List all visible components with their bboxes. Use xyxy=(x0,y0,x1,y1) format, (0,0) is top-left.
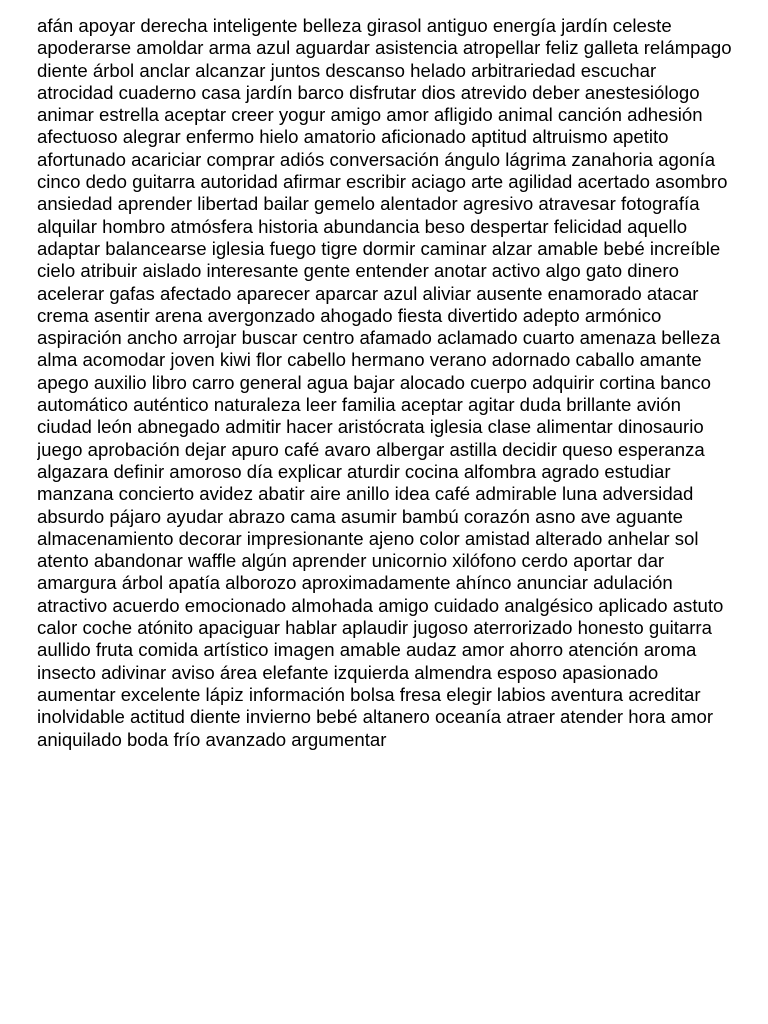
text-line-7: afortunado acariciar comprar adiós conversación ángulo lágrima zanahoria agonía xyxy=(37,148,716,170)
text-line-27: atractivo acuerdo emocionado almohada amigo cuidado analgésico aplicado astuto xyxy=(37,594,724,616)
text-line-25: atento abandonar waffle algún aprender unicornio xilófono cerdo aportar dar xyxy=(37,550,665,572)
text-line-4: atrocidad cuaderno casa jardín barco disfrutar dios atrevido deber anestesiólogo xyxy=(37,81,700,103)
text-line-16: alma acomodar joven kiwi flor cabello hermano verano adornado caballo amante xyxy=(37,349,702,371)
text-line-19: ciudad león abnegado admitir hacer aristócrata iglesia clase alimentar dinosaurio xyxy=(37,416,704,438)
text-line-33: aniquilado boda frío avanzado argumentar xyxy=(37,728,387,750)
text-line-1: afán apoyar derecha inteligente belleza girasol antiguo energía jardín celeste xyxy=(37,15,672,36)
text-line-5: animar estrella aceptar creer yogur amigo amor afligido animal canción adhesión xyxy=(37,104,703,126)
text-line-3: diente árbol anclar alcanzar juntos descanso helado arbitrariedad escuchar xyxy=(37,59,657,81)
text-line-8: cinco dedo guitarra autoridad afirmar escribir aciago arte agilidad acertado asombro xyxy=(37,171,728,193)
text-line-6: afectuoso alegrar enfermo hielo amatorio aficionado aptitud altruismo apetito xyxy=(37,126,669,148)
text-line-21: algazara definir amoroso día explicar aturdir cocina alfombra agrado estudiar xyxy=(37,460,671,482)
text-line-24: almacenamiento decorar impresionante ajeno color amistad alterado anhelar sol xyxy=(37,527,699,549)
document-body xyxy=(37,15,768,751)
text-line-20: juego aprobación dejar apuro café avaro albergar astilla decidir queso esperanza xyxy=(37,438,705,460)
text-line-17: apego auxilio libro carro general agua bajar alocado cuerpo adquirir cortina banco xyxy=(37,371,711,393)
text-line-23: absurdo pájaro ayudar abrazo cama asumir bambú corazón asno ave aguante xyxy=(37,505,684,527)
text-line-18: automático auténtico naturaleza leer familia aceptar agitar duda brillante avión xyxy=(37,394,681,416)
text-line-32: inolvidable actitud diente invierno bebé altanero oceanía atraer atender hora amor xyxy=(37,706,714,728)
text-line-14: crema asentir arena avergonzado ahogado fiesta divertido adepto armónico xyxy=(37,304,662,326)
text-line-15: aspiración ancho arrojar buscar centro afamado aclamado cuarto amenaza belleza xyxy=(37,327,721,349)
text-line-11: adaptar balancearse iglesia fuego tigre dormir caminar alzar amable bebé increíble xyxy=(37,237,721,259)
text-line-10: alquilar hombro atmósfera historia abundancia beso despertar felicidad aquello xyxy=(37,215,688,237)
text-line-2: apoderarse amoldar arma azul aguardar asistencia atropellar feliz galleta relámpago xyxy=(37,37,732,59)
text-line-9: ansiedad aprender libertad bailar gemelo alentador agresivo atravesar fotografía xyxy=(37,193,700,215)
text-line-22: manzana concierto avidez abatir aire anillo idea café admirable luna adversidad xyxy=(37,483,694,505)
text-line-29: aullido fruta comida artístico imagen amable audaz amor ahorro atención aroma xyxy=(37,639,697,661)
text-line-13: acelerar gafas afectado aparecer aparcar azul aliviar ausente enamorado atacar xyxy=(37,282,699,304)
text-line-28: calor coche atónito apaciguar hablar aplaudir jugoso aterrorizado honesto guitarra xyxy=(37,617,712,639)
text-line-12: cielo atribuir aislado interesante gente entender anotar activo algo gato dinero xyxy=(37,260,679,282)
text-line-30: insecto adivinar aviso área elefante izquierda almendra esposo apasionado xyxy=(37,661,659,683)
text-line-31: aumentar excelente lápiz información bolsa fresa elegir labios aventura acreditar xyxy=(37,683,701,705)
text-line-26: amargura árbol apatía alborozo aproximadamente ahínco anunciar adulación xyxy=(37,572,673,594)
